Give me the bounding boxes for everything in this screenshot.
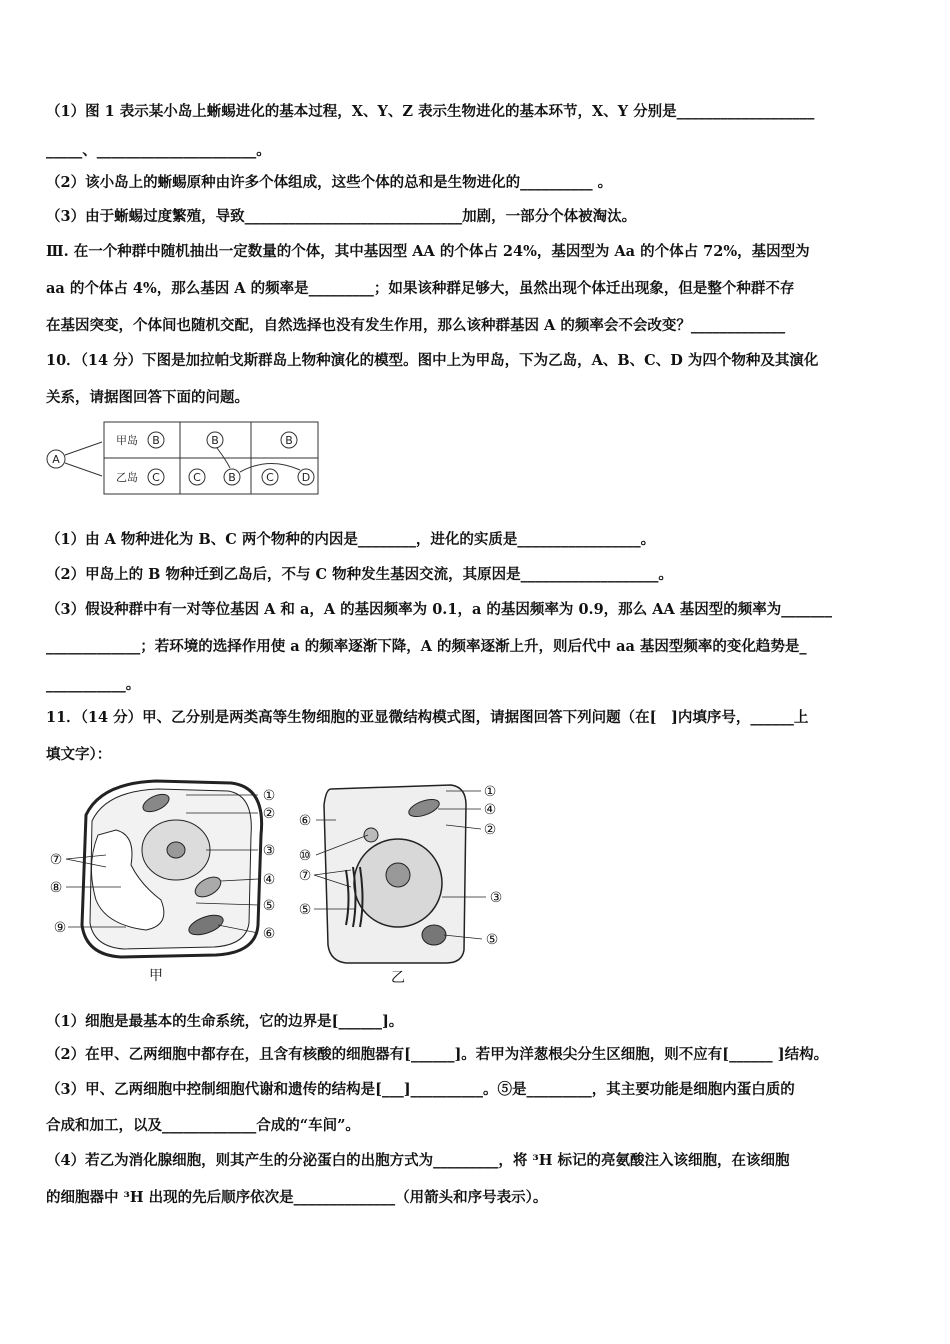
svg-text:⑤: ⑤: [262, 898, 276, 914]
svg-text:②: ②: [483, 822, 497, 838]
svg-text:⑧: ⑧: [49, 880, 63, 896]
question-10-title: 10．（14 分）下图是加拉帕戈斯群岛上物种演化的模型。图中上为甲岛，下为乙岛，A、B、C、D 为四个物种及其演化: [46, 352, 819, 369]
svg-text:D: D: [301, 471, 311, 484]
species-a-label: A: [52, 453, 60, 466]
svg-text:B: B: [152, 434, 160, 447]
svg-text:③: ③: [262, 843, 276, 859]
svg-text:⑦: ⑦: [298, 868, 312, 884]
text-line-12: （3）假设种群中有一对等位基因 A 和 a，A 的基因频率为 0.1，a 的基因频率为 0.9，那么 AA 基因型的频率为_______: [46, 601, 833, 618]
svg-text:③: ③: [489, 890, 503, 906]
animal-cell: [324, 785, 466, 963]
text-line-10: （1）由 A 物种进化为 B、C 两个物种的内因是________，进化的实质是_________________。: [46, 531, 656, 548]
text-line-20: 合成和加工，以及_____________合成的“车间”。: [46, 1117, 360, 1134]
svg-text:⑥: ⑥: [298, 813, 312, 829]
plant-cell: [82, 781, 262, 957]
svg-text:⑨: ⑨: [53, 920, 67, 936]
text-line-1: （1）图 1 表示某小岛上蜥蜴进化的基本过程，X、Y、Z 表示生物进化的基本环节，X、Y 分别是___________________: [46, 103, 815, 120]
svg-text:B: B: [228, 471, 236, 484]
island-jia-label: 甲岛: [116, 434, 138, 447]
svg-text:①: ①: [262, 788, 276, 804]
svg-text:B: B: [211, 434, 219, 447]
text-line-4: （3）由于蜥蜴过度繁殖，导致______________________________加剧，一部分个体被淘汰。: [46, 208, 637, 225]
cell-figure: [46, 775, 506, 990]
svg-text:⑥: ⑥: [262, 926, 276, 942]
svg-text:④: ④: [483, 802, 497, 818]
svg-text:⑦: ⑦: [49, 852, 63, 868]
text-line-13: _____________；若环境的选择作用使 a 的频率逐渐下降，A 的频率逐渐上升，则后代中 aa 基因型频率的变化趋势是_: [46, 638, 807, 655]
island-yi-label: 乙岛: [116, 471, 138, 484]
svg-text:B: B: [285, 434, 293, 447]
text-line-2: _____、______________________。: [46, 142, 271, 159]
caption-yi: 乙: [391, 970, 405, 986]
text-line-14: ___________。: [46, 676, 141, 693]
text-line-11: （2）甲岛上的 B 物种迁到乙岛后，不与 C 物种发生基因交流，其原因是___________________。: [46, 566, 673, 583]
svg-text:⑩: ⑩: [298, 848, 312, 864]
text-line-7: 在基因突变，个体间也随机交配，自然选择也没有发生作用，那么该种群基因 A 的频率会不会改变？_____________: [46, 317, 786, 334]
text-line-6: aa 的个体占 4%，那么基因 A 的频率是_________；如果该种群足够大，虽然出现个体迁出现象，但是整个种群不存: [46, 280, 795, 297]
text-line-16: 填文字）：: [46, 746, 112, 763]
svg-text:C: C: [193, 471, 201, 484]
question-11-title: 11．（14 分）甲、乙分别是两类高等生物细胞的亚显微结构模式图，请据图回答下列问题（在[ ]内填序号，______上: [46, 709, 809, 726]
text-line-5: Ⅲ. 在一个种群中随机抽出一定数量的个体，其中基因型 AA 的个体占 24%，基因型为 Aa 的个体占 72%，基因型为: [46, 243, 810, 260]
text-line-3: （2）该小岛上的蜥蜴原种由许多个体组成，这些个体的总和是生物进化的__________ 。: [46, 174, 613, 191]
svg-text:⑤: ⑤: [485, 932, 499, 948]
text-line-17: （1）细胞是最基本的生命系统，它的边界是[______]。: [46, 1013, 404, 1030]
caption-jia: 甲: [149, 968, 163, 984]
svg-text:⑤: ⑤: [298, 902, 312, 918]
text-line-18: （2）在甲、乙两细胞中都存在，且含有核酸的细胞器有[______]。若甲为洋葱根尖分生区细胞，则不应有[______ ]结构。: [46, 1046, 829, 1063]
svg-text:C: C: [266, 471, 274, 484]
text-line-22: 的细胞器中 ³H 出现的先后顺序依次是______________（用箭头和序号表示）。: [46, 1189, 548, 1206]
svg-text:C: C: [152, 471, 160, 484]
text-line-9: 关系，请据图回答下面的问题。: [46, 389, 249, 406]
island-figure: [44, 420, 324, 498]
svg-text:④: ④: [262, 872, 276, 888]
text-line-21: （4）若乙为消化腺细胞，则其产生的分泌蛋白的出胞方式为_________，将 ³H 标记的亮氨酸注入该细胞，在该细胞: [46, 1152, 790, 1169]
text-line-19: （3）甲、乙两细胞中控制细胞代谢和遗传的结构是[___]__________。⑤是_________，其主要功能是细胞内蛋白质的: [46, 1081, 795, 1098]
svg-text:①: ①: [483, 784, 497, 800]
svg-text:②: ②: [262, 806, 276, 822]
